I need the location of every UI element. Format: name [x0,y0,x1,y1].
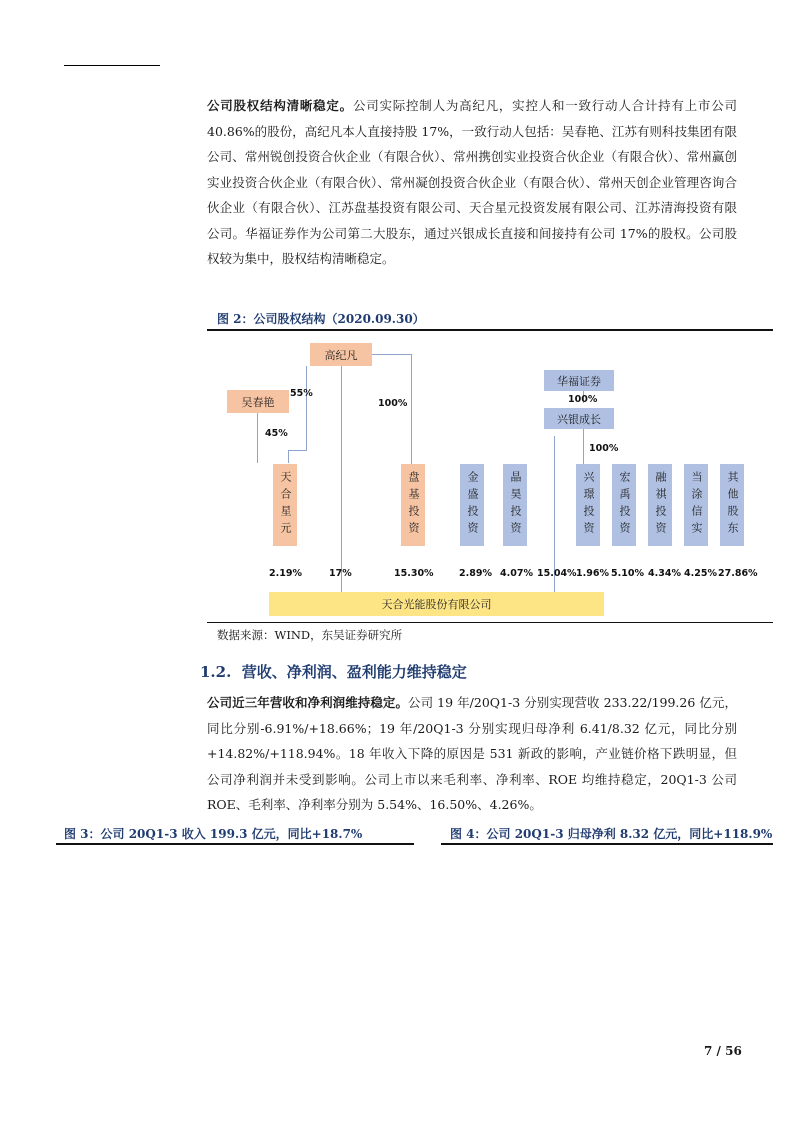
share-pct: 4.25% [684,568,717,579]
shareholder-name: 盘基投资 [407,471,420,539]
section-number: 1.2. [200,663,232,681]
page-number: 7 / 56 [704,1044,742,1058]
shareholder-name: 金盛投资 [466,471,479,539]
connector [372,354,412,355]
node-huafu-securities: 华福证券 [544,370,614,391]
figure4-rule [441,843,773,845]
edge-label: 45% [265,428,288,439]
figure4-title: 图 4：公司 20Q1-3 归母净利 8.32 亿元，同比+118.9% [450,827,773,841]
edge-label: 100% [378,398,408,409]
section-title: 营收、净利润、盈利能力维持稳定 [241,663,467,681]
intro-paragraph [207,93,737,272]
shareholder-name: 兴璟投资 [582,471,595,539]
share-pct: 15.30% [394,568,434,579]
figure3-title: 图 3：公司 20Q1-3 收入 199.3 亿元，同比+18.7% [64,827,363,841]
share-pct: 2.19% [269,568,302,579]
share-pct: 5.10% [611,568,644,579]
intro-lead: 公司股权结构清晰稳定。 [207,98,353,113]
node-rongqi-investment [648,464,672,546]
header-rule [64,65,160,66]
node-jinghao-investment [503,464,527,546]
shareholder-name: 融祺投资 [654,471,667,539]
connector [306,366,307,450]
shareholder-name: 其他股东 [726,471,739,539]
edge-label: 55% [290,388,313,399]
figure2-source: 数据来源：WIND，东吴证券研究所 [217,628,403,642]
figure2-title: 图 2：公司股权结构（2020.09.30） [217,312,425,326]
revenue-body: 公司 19 年/20Q1-3 分别实现营收 233.22/199.26 亿元，同比分别-6.91%/+18.66%；19 年/20Q1-3 分别实现归母净利 6.41/8.32 亿元，同比分别+14.82%/+118.94%。18 年收入下降的原因是 531 新政的影响，产业链价格下跌明显，但公司净利润并未受到影响。公司上市以来毛利率、净利率、ROE 均维持稳定，20Q1-3 公司 ROE、毛利率、净利率分别为 5.54%、16.50%、4.26%。 [207,695,737,812]
share-pct: 1.96% [576,568,609,579]
node-xingyin-growth: 兴银成长 [544,408,614,429]
connector [257,413,258,463]
shareholder-name: 宏禹投资 [618,471,631,539]
figure3-rule [56,843,414,845]
connector [583,427,584,464]
connector [341,366,342,596]
edge-label: 100% [589,443,619,454]
connector [288,450,307,451]
share-pct: 4.34% [648,568,681,579]
node-hongyu-investment [612,464,636,546]
intro-body: 公司实际控制人为高纪凡，实控人和一致行动人合计持有上市公司 40.86%的股份，高纪凡本人直接持股 17%，一致行动人包括：吴春艳、江苏有则科技集团有限公司、常州锐创投资合伙企业（有限合伙）、常州携创实业投资合伙企业（有限合伙）、常州赢创实业投资合伙企业（有限合伙）、常州凝创投资合伙企业（有限合伙）、常州天创企业管理咨询合伙企业（有限合伙）、江苏盘基投资有限公司、天合星元投资发展有限公司、江苏清海投资有限公司。华福证券作为公司第二大股东，通过兴银成长直接和间接持有公司 17%的股权。公司股权较为集中，股权结构清晰稳定。 [207,98,737,266]
share-pct: 4.07% [500,568,533,579]
edge-label: 100% [568,394,598,405]
node-other-shareholders [720,464,744,546]
node-trina-solar: 天合光能股份有限公司 [269,592,604,616]
node-wu-chunyan: 吴春艳 [227,390,289,413]
shareholder-name: 天合星元 [279,471,292,539]
share-pct: 27.86% [718,568,758,579]
figure2-bottom-rule [207,622,773,623]
connector [288,450,289,463]
section-heading [200,661,467,682]
shareholder-name: 当涂信实 [690,471,703,539]
shareholder-name: 晶昊投资 [509,471,522,539]
ownership-chart [207,331,773,621]
share-pct: 15.04% [537,568,577,579]
node-jinsheng-investment [460,464,484,546]
connector [411,354,412,464]
revenue-lead: 公司近三年营收和净利润维持稳定。 [207,695,409,710]
share-pct: 17% [329,568,352,579]
node-panji-investment [401,464,425,546]
node-dangtu-xinshi [684,464,708,546]
node-tianhe-xingyuan [273,464,297,546]
node-xinghuan-investment [576,464,600,546]
revenue-paragraph [207,690,737,818]
share-pct: 2.89% [459,568,492,579]
node-gao-jifan: 高纪凡 [310,343,372,366]
